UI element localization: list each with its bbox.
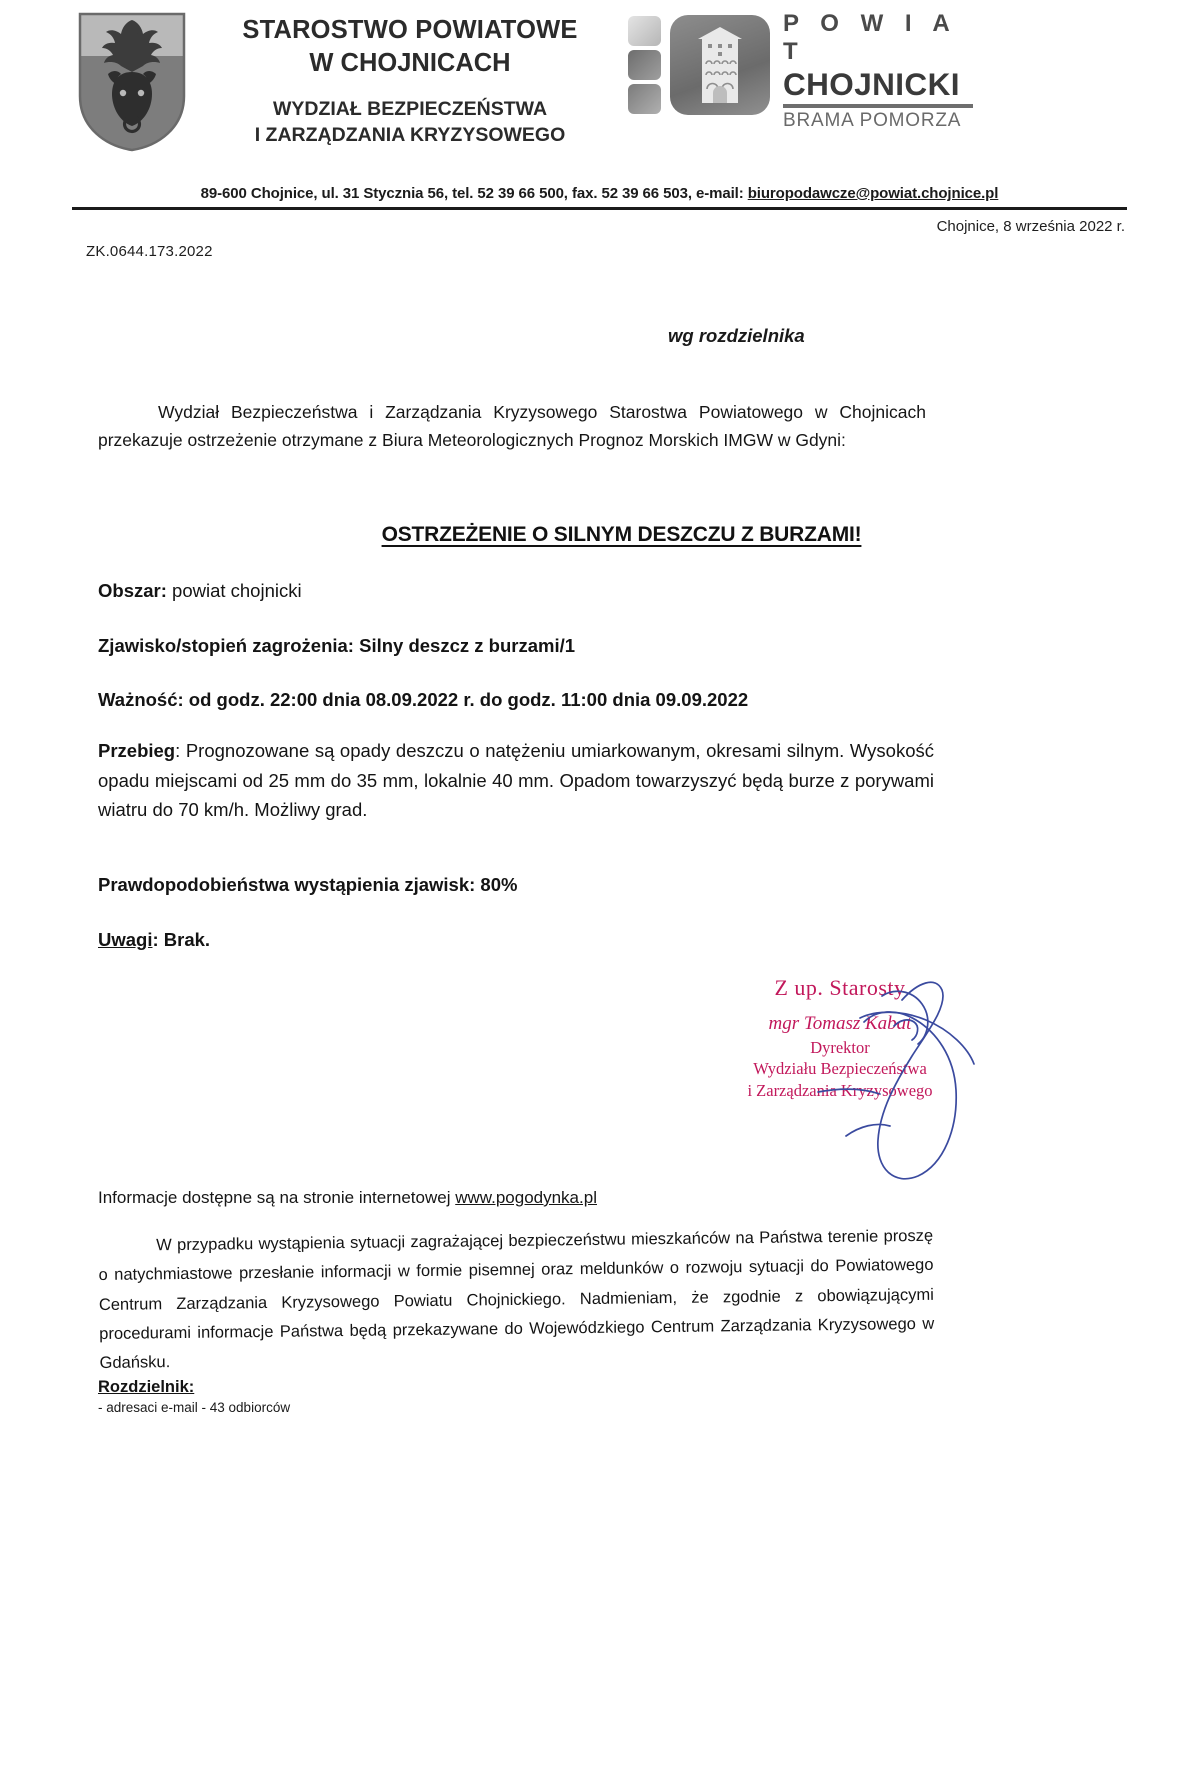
field-remarks-label: Uwagi bbox=[98, 929, 153, 950]
department-name-line2: I ZARZĄDZANIA KRYZYSOWEGO bbox=[254, 123, 566, 146]
header-divider bbox=[72, 207, 1127, 210]
field-phenomenon bbox=[98, 635, 575, 657]
field-course-value: : Prognozowane są opady deszczu o natężeniu umiarkowanym, okresami silnym. Wysokość opadu miejscami od 25 mm do 35 mm, lokalnie 40 mm. Opadom towarzyszyć będą burze z porywami wiatru do 70 km/h. Możliwy grad. bbox=[98, 740, 934, 821]
signature-stamp bbox=[690, 975, 990, 1175]
field-area-value: powiat chojnicki bbox=[166, 580, 302, 601]
logo-powiat-text: P O W I A T bbox=[783, 10, 957, 66]
field-probability-label: Prawdopodobieństwa wystąpienia zjawisk: bbox=[98, 874, 476, 895]
field-phenomenon-label: Zjawisko/stopień zagrożenia: bbox=[98, 635, 354, 656]
distribution-list bbox=[98, 1378, 290, 1415]
field-area bbox=[98, 580, 302, 602]
coat-of-arms-icon bbox=[78, 12, 186, 152]
logo-chojnicki-text: CHOJNICKI bbox=[783, 65, 960, 102]
closing-paragraph: W przypadku wystąpienia sytuacji zagrażającej bezpieczeństwu mieszkańców na Państwa terenie proszę o natychmiastowe przesłanie informacji w formie pisemnej oraz meldunków o rozwoju sytuacji do Powiatowego Centrum Zarządzania Kryzysowego Powiatu Chojnickiego. Nadmieniam, że zgodnie z obowiązującymi procedurami informacje Państwa będą przekazywane do Wojewódzkiego Centrum Zarządzania Kryzysowego w Gdańsku. bbox=[98, 1226, 935, 1373]
field-phenomenon-value: Silny deszcz z burzami/1 bbox=[353, 635, 576, 656]
department-name-line1: WYDZIAŁ BEZPIECZEŃSTWA bbox=[272, 98, 548, 121]
field-remarks bbox=[98, 929, 210, 951]
address-strip bbox=[72, 185, 1127, 210]
field-course-label: Przebieg bbox=[98, 740, 176, 761]
intro-paragraph: Wydział Bezpieczeństwa i Zarządzania Kryzysowego Starostwa Powiatowego w Chojnicach przekazuje ostrzeżenie otrzymane z Biura Meteorologicznych Prognoz Morskich IMGW w Gdyni: bbox=[98, 402, 926, 451]
logo-squares-icon bbox=[628, 16, 664, 118]
field-remarks-value: : Brak. bbox=[152, 929, 211, 950]
field-probability bbox=[98, 874, 517, 896]
signature-name: mgr Tomasz Kabat bbox=[768, 1013, 912, 1034]
signature-on-behalf: Z up. Starosty bbox=[774, 975, 906, 1000]
info-source-text: Informacje dostępne są na stronie internetowej bbox=[98, 1188, 456, 1207]
organization-name-line2: W CHOJNICACH bbox=[309, 48, 511, 77]
logo-tagline: BRAMA POMORZA bbox=[783, 110, 962, 132]
pogodynka-link[interactable]: www.pogodynka.pl bbox=[455, 1188, 597, 1207]
header-title-block bbox=[210, 14, 610, 149]
distribution-item: - adresaci e-mail - 43 odbiorców bbox=[98, 1400, 291, 1415]
warning-title bbox=[0, 523, 1193, 547]
address-line bbox=[72, 185, 1127, 207]
email-link[interactable]: biuropodawcze@powiat.chojnice.pl bbox=[747, 185, 999, 202]
signature-role-line3: i Zarządzania Kryzysowego bbox=[747, 1080, 933, 1100]
address-text: 89-600 Chojnice, ul. 31 Stycznia 56, tel. 52 39 66 500, fax. 52 39 66 503, e-mail: bbox=[200, 185, 748, 202]
logo-wordmark bbox=[783, 10, 973, 131]
reference-number: ZK.0644.173.2022 bbox=[86, 243, 213, 260]
info-source-line bbox=[98, 1188, 597, 1208]
town-gate-tower-icon bbox=[670, 15, 770, 115]
document-header bbox=[0, 0, 1193, 190]
field-probability-value: 80% bbox=[475, 874, 518, 895]
place-and-date: Chojnice, 8 września 2022 r. bbox=[936, 218, 1125, 235]
organization-name-line1: STAROSTWO POWIATOWE bbox=[242, 16, 578, 44]
signature-role-line2: Wydziału Bezpieczeństwa bbox=[753, 1059, 927, 1079]
logo-divider bbox=[783, 104, 973, 108]
warning-title-text: OSTRZEŻENIE O SILNYM DESZCZU Z BURZAMI! bbox=[381, 523, 862, 546]
addressee: wg rozdzielnika bbox=[668, 325, 805, 346]
signature-role-line1: Dyrektor bbox=[810, 1038, 870, 1057]
field-course bbox=[98, 736, 934, 825]
powiat-chojnicki-logo bbox=[628, 10, 973, 132]
field-validity-label: Ważność: bbox=[98, 689, 184, 710]
field-validity-value: od godz. 22:00 dnia 08.09.2022 r. do godz. 11:00 dnia 09.09.2022 bbox=[183, 689, 749, 710]
field-validity bbox=[98, 689, 748, 711]
field-area-label: Obszar: bbox=[98, 580, 167, 601]
distribution-title: Rozdzielnik: bbox=[98, 1378, 195, 1396]
